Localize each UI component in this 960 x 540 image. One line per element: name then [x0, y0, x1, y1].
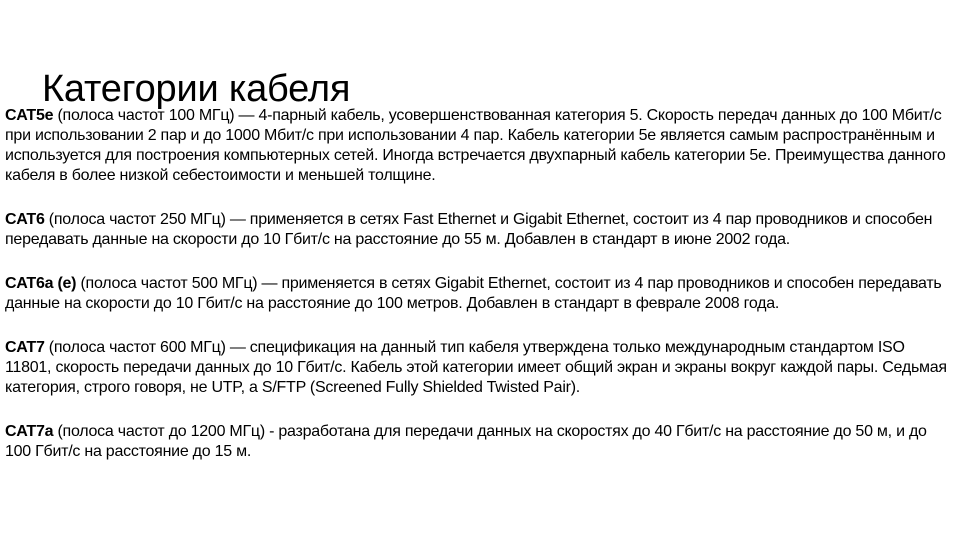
term-cat5e: CAT5e [5, 107, 54, 124]
description-cat5e: (полоса частот 100 МГц) — 4-парный кабель, усовершенствованная категория 5. Скорость передач данных до 100 Мбит/с при использовании 2 пар и до 1000 Мбит/с при использовании 4 пар. Кабель категории 5e является самым распространённым и используется для построения компьютерных сетей. Иногда встречается двухпарный кабель категории 5e. Преимущества данного кабеля в более низкой себестоимости и меньшей толщине. [5, 107, 946, 184]
term-cat7a: CAT7a [5, 423, 54, 440]
slide-title: Категории кабеля [42, 68, 351, 111]
paragraph-cat6a [5, 274, 955, 314]
description-cat6a: (полоса частот 500 МГц) — применяется в сетях Gigabit Ethernet, состоит из 4 пар проводников и способен передавать данные на скорости до 10 Гбит/с на расстояние до 100 метров. Добавлен в стандарт в феврале 2008 года. [5, 275, 942, 312]
description-cat6: (полоса частот 250 МГц) — применяется в сетях Fast Ethernet и Gigabit Ethernet, состоит из 4 пар проводников и способен передавать данные на скорости до 10 Гбит/с на расстояние до 55 м. Добавлен в стандарт в июне 2002 года. [5, 211, 933, 248]
description-cat7a: (полоса частот до 1200 МГц) - разработана для передачи данных на скоростях до 40 Гбит/с на расстояние до 50 м, и до 100 Гбит/с на расстояние до 15 м. [5, 423, 927, 460]
term-cat7: CAT7 [5, 339, 45, 356]
term-cat6: CAT6 [5, 211, 45, 228]
paragraph-cat7 [5, 338, 955, 398]
paragraph-cat5e [5, 106, 955, 186]
slide-body [5, 106, 955, 486]
paragraph-cat6 [5, 210, 955, 250]
paragraph-cat7a [5, 422, 955, 462]
term-cat6a: CAT6a (e) [5, 275, 77, 292]
description-cat7: (полоса частот 600 МГц) — спецификация на данный тип кабеля утверждена только международным стандартом ISO 11801, скорость передачи данных до 10 Гбит/с. Кабель этой категории имеет общий экран и экраны вокруг каждой пары. Седьмая категория, строго говоря, не UTP, а S/FTP (Screened Fully Shielded Twisted Pair). [5, 339, 947, 396]
